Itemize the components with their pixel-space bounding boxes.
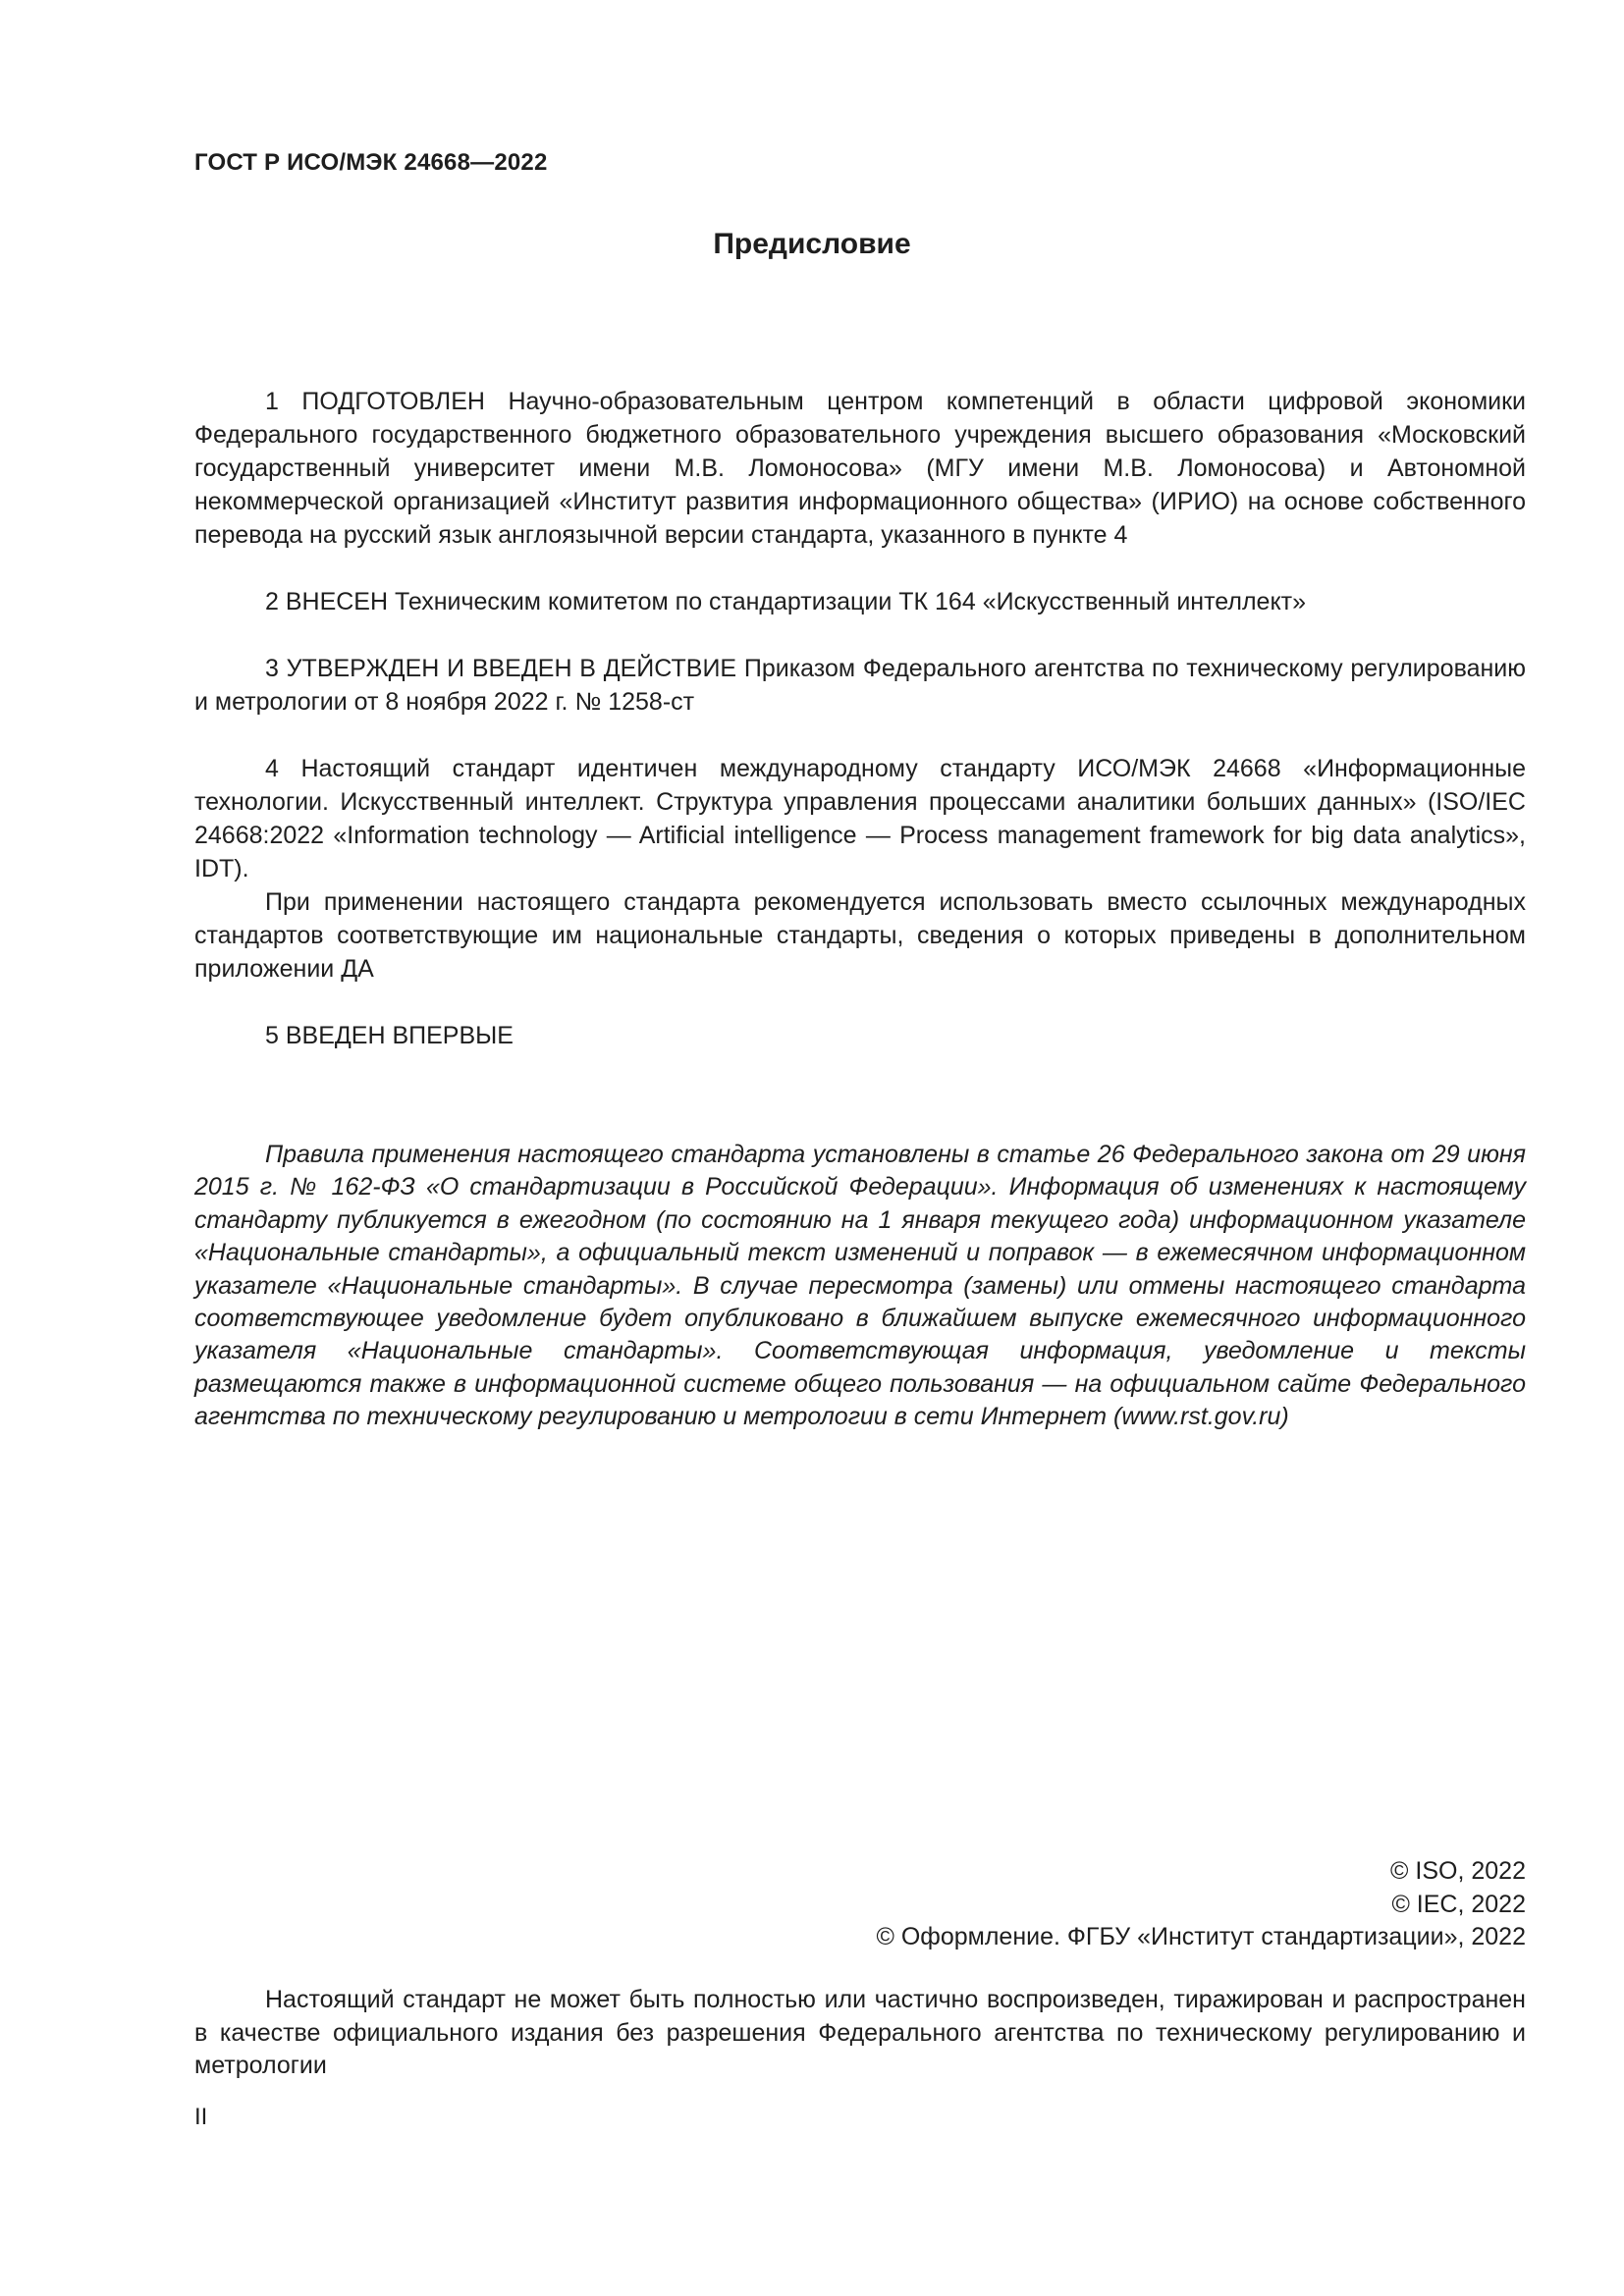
reproduction-notice [194, 1984, 1526, 2083]
paragraph-identical-standard: 4 Настоящий стандарт идентичен международному стандарту ИСО/МЭК 24668 «Информационные технологии. Искусственный интеллект. Структура управления процессами аналитики больших данных» (ISO/IEC 24668:2022 «Information technology — Artificial intelligence — Process management framework for big data analytics», IDT). [194, 755, 1526, 882]
paragraph-introduced-by: 2 ВНЕСЕН Техническим комитетом по стандартизации ТК 164 «Искусственный интеллект» [265, 588, 1307, 615]
copyright-iso: © ISO, 2022 [1390, 1857, 1526, 1885]
document-code-header: ГОСТ Р ИСО/МЭК 24668—2022 [194, 149, 548, 176]
paragraph-prepared-by: 1 ПОДГОТОВЛЕН Научно-образовательным центром компетенций в области цифровой экономики Федерального государственного бюджетного образовательного учреждения высшего образования «Московский государственный университет имени М.В. Ломоносова» (МГУ имени М.В. Ломоносова) и Автономной некоммерческой организацией «Институт развития информационного общества» (ИРИО) на основе собственного перевода на русский язык англоязычной версии стандарта, указанного в пункте 4 [194, 388, 1526, 549]
copyright-block [876, 1855, 1526, 1954]
rules-notice [194, 1139, 1526, 1434]
paragraph-first-introduced: 5 ВВЕДЕН ВПЕРВЫЕ [265, 1022, 514, 1049]
paragraph-national-standards: При применении настоящего стандарта рекомендуется использовать вместо ссылочных международных стандартов соответствующие им национальные стандарты, сведения о которых приведены в дополнительном приложении ДА [194, 888, 1526, 983]
copyright-design: © Оформление. ФГБУ «Институт стандартизации», 2022 [876, 1923, 1526, 1950]
paragraph-approved: 3 УТВЕРЖДЕН И ВВЕДЕН В ДЕЙСТВИЕ Приказом Федерального агентства по техническому регулированию и метрологии от 8 ноября 2022 г. № 1258-ст [194, 655, 1526, 716]
foreword-body [194, 385, 1526, 1052]
reproduction-notice-text: Настоящий стандарт не может быть полностью или частично воспроизведен, тиражирован и распространен в качестве официального издания без разрешения Федерального агентства по техническому регулированию и метрологии [194, 1986, 1526, 2079]
page-number: II [194, 2104, 208, 2130]
copyright-iec: © IEC, 2022 [1391, 1890, 1526, 1918]
page-title: Предисловие [713, 228, 911, 260]
rules-notice-text: Правила применения настоящего стандарта установлены в статье 26 Федерального закона от 29 июня 2015 г. № 162-ФЗ «О стандартизации в Российской Федерации». Информация об изменениях к настоящему стандарту публикуется в ежегодном (по состоянию на 1 января текущего года) информационном указателе «Национальные стандарты», а официальный текст изменений и поправок — в ежемесячном информационном указателе «Национальные стандарты». В случае пересмотра (замены) или отмены настоящего стандарта соответствующее уведомление будет опубликовано в ближайшем выпуске ежемесячного информационного указателя «Национальные стандарты». Соответствующая информация, уведомление и тексты размещаются также в информационной системе общего пользования — на официальном сайте Федерального агентства по техническому регулированию и метрологии в сети Интернет (www.rst.gov.ru) [194, 1141, 1526, 1431]
